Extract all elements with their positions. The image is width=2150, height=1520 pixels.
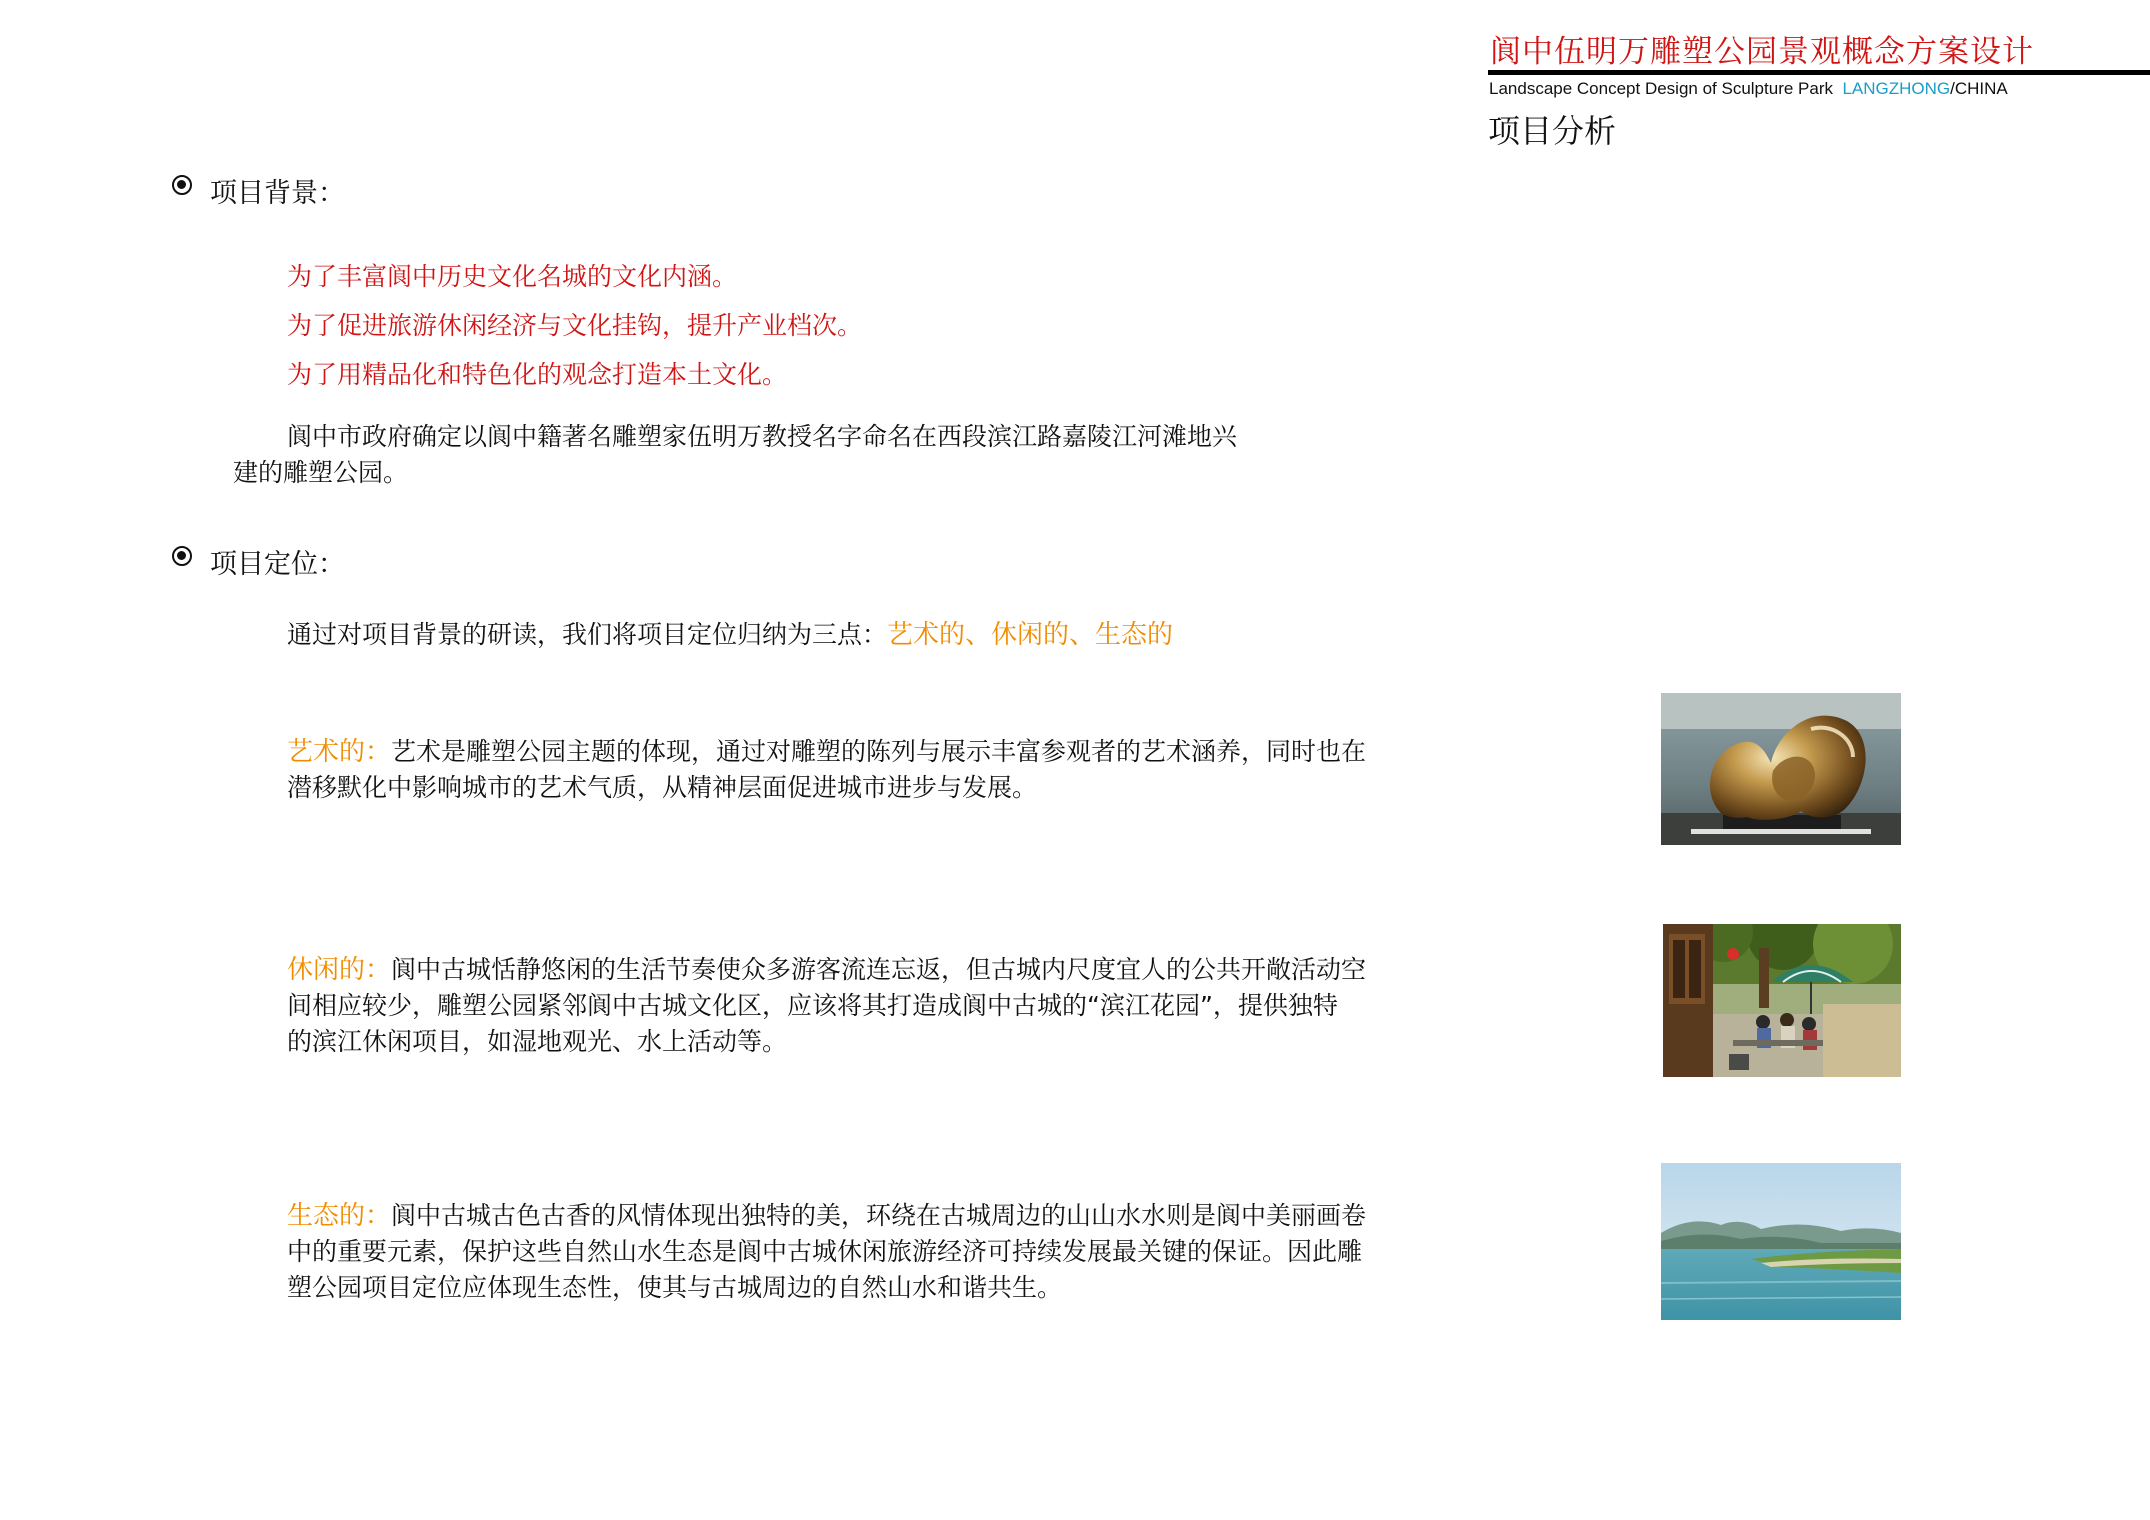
river-image: [1661, 1163, 1901, 1320]
ecology-line-1: [287, 1198, 1366, 1234]
leisure-photo: [1663, 924, 1901, 1077]
leisure-label: 休闲的：: [287, 955, 392, 985]
subtitle-main: Landscape Concept Design of Sculpture Park: [1489, 79, 1833, 98]
positioning-intro-text: 通过对项目背景的研读，我们将项目定位归纳为三点：: [287, 620, 888, 649]
leisure-line-3: 的滨江休闲项目，如湿地观光、水上活动等。: [287, 1027, 788, 1056]
ecology-label: 生态的：: [287, 1201, 392, 1231]
river-photo: [1661, 1163, 1901, 1320]
leisure-image: [1663, 924, 1901, 1077]
subtitle-tail: /CHINA: [1950, 79, 2008, 98]
leisure-paragraph: [287, 952, 1366, 1060]
positioning-intro: [287, 617, 1173, 653]
header-rule: [1488, 70, 2150, 75]
leisure-line-2: 间相应较少，雕塑公园紧邻阆中古城文化区，应该将其打造成阆中古城的“滨江花园”，提供独特: [287, 991, 1338, 1020]
positioning-heading: 项目定位：: [210, 549, 345, 580]
document-subtitle: [1489, 79, 2008, 99]
ecology-line-2: 中的重要元素，保护这些自然山水生态是阆中古城休闲旅游经济可持续发展最关键的保证。因此雕: [287, 1237, 1363, 1266]
leisure-text-1: 阆中古城恬静悠闲的生活节奏使众多游客流连忘返，但古城内尺度宜人的公共开敞活动空: [391, 955, 1367, 984]
subtitle-accent: LANGZHONG: [1842, 79, 1951, 98]
ecology-text-1: 阆中古城古色古香的风情体现出独特的美，环绕在古城周边的山山水水则是阆中美丽画卷: [391, 1201, 1367, 1230]
background-paragraph-line-1: 阆中市政府确定以阆中籍著名雕塑家伍明万教授名字命名在西段滨江路嘉陵江河滩地兴: [287, 422, 1238, 451]
ecology-paragraph: [287, 1198, 1366, 1306]
art-label: 艺术的：: [287, 737, 392, 767]
radio-bullet-icon: [172, 546, 192, 566]
ecology-line-3: 塑公园项目定位应体现生态性，使其与古城周边的自然山水和谐共生。: [287, 1273, 1063, 1302]
art-paragraph: [287, 734, 1366, 806]
background-goal-1: 为了丰富阆中历史文化名城的文化内涵。: [287, 262, 738, 291]
art-line-2: 潜移默化中影响城市的艺术气质，从精神层面促进城市进步与发展。: [287, 773, 1038, 802]
positioning-intro-highlight: 艺术的、休闲的、生态的: [887, 620, 1174, 650]
background-goal-3: 为了用精品化和特色化的观念打造本土文化。: [287, 360, 788, 389]
background-goal-2: 为了促进旅游休闲经济与文化挂钩，提升产业档次。: [287, 311, 863, 340]
sculpture-image: [1661, 693, 1901, 845]
art-text-1: 艺术是雕塑公园主题的体现，通过对雕塑的陈列与展示丰富参观者的艺术涵养，同时也在: [391, 737, 1367, 766]
sculpture-photo: [1661, 693, 1901, 845]
background-heading: 项目背景：: [210, 178, 345, 209]
background-paragraph-line-2: 建的雕塑公园。: [233, 458, 409, 487]
radio-bullet-icon: [172, 175, 192, 195]
document-title: 阆中伍明万雕塑公园景观概念方案设计: [1490, 34, 2034, 70]
section-title: 项目分析: [1488, 112, 1617, 150]
leisure-line-1: [287, 952, 1366, 988]
art-line-1: [287, 734, 1366, 770]
